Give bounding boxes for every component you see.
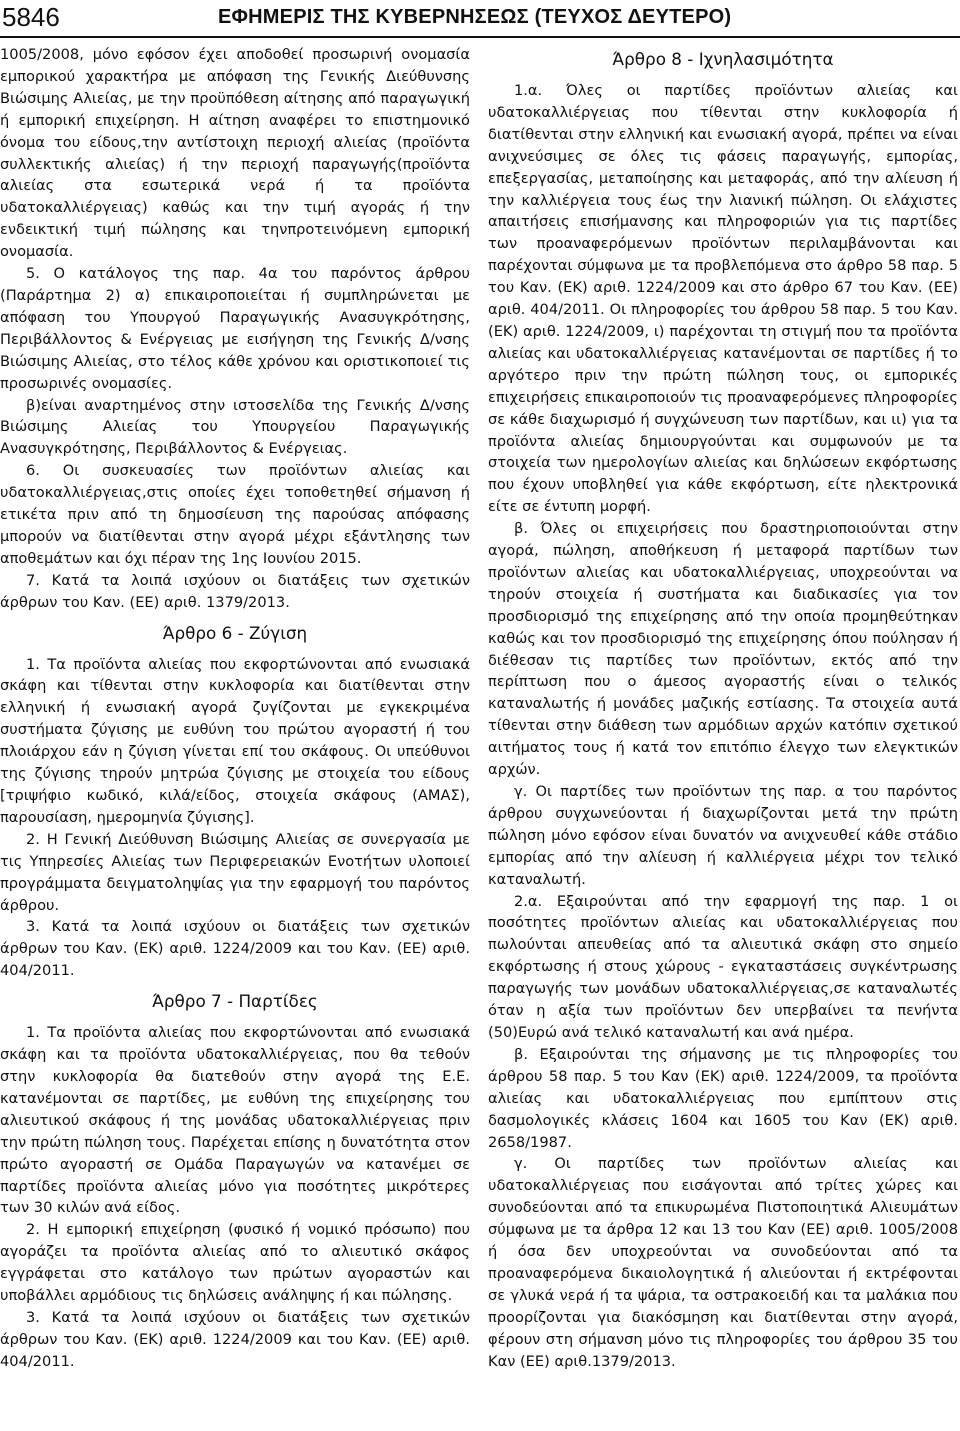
paragraph: 1. Τα προϊόντα αλιείας που εκφορτώνονται από ενωσιακά σκάφη και τα προϊόντα υδατοκαλλιέργειας, που θα τεθούν στην κυκλοφορία θα διατεθούν στην αγορά της Ε.Ε. κατανέμονται σε παρτίδες, με ευθύνη της επιχείρησης του αλιευτικού σκάφους ή της μονάδας υδατοκαλλιέργειας πριν την πρώτη πώληση τους. Παρέχεται επίσης η δυνατότητα στον πρώτο αγοραστή σε Ομάδα Παραγωγών να κατανέμει σε παρτίδες προϊόντα αλιείας μόνο για ποσότητες μικρότερες των 30 κιλών ανά είδος. <box>0 1024 470 1217</box>
paragraph: β)είναι αναρτημένος στην ιστοσελίδα της Γενικής Δ/νσης Βιώσιμης Αλιείας του Υπουργείου Παραγωγικής Ανασυγκρότησης, Περιβάλλοντος & Ενέργειας. <box>0 396 470 458</box>
paragraph: β. Εξαιρούνται της σήμανσης με τις πληροφορίες του άρθρου 58 παρ. 5 του Καν (ΕΚ) αριθ. 1224/2009, τα προϊόντα αλιείας και υδατοκαλλιέργειας που εμπίπτουν στις δασμολογικές κλάσεις 1604 και 1605 του Καν (ΕΚ) αριθ. 2658/1987. <box>488 1045 958 1151</box>
right-column <box>488 44 958 1429</box>
paragraph: 3. Κατά τα λοιπά ισχύουν οι διατάξεις των σχετικών άρθρων του Καν. (ΕΚ) αριθ. 1224/2009 και του Καν. (ΕΕ) αριθ. 404/2011. <box>0 1308 470 1370</box>
paragraph: 7. Κατά τα λοιπά ισχύουν οι διατάξεις των σχετικών άρθρων του Καν. (ΕΕ) αριθ. 1379/2013. <box>0 571 470 611</box>
left-column <box>0 44 470 1429</box>
paragraph: 2.α. Εξαιρούνται από την εφαρμογή της παρ. 1 οι ποσότητες προϊόντων αλιείας και υδατοκαλλιέργειας που πωλούνται απευθείας από τα αλιευτικά σκάφη στο σημείο εκφόρτωσης ή στους χώρους - εγκαταστάσεις συγκέντρωσης παραγωγής των μονάδων υδατοκαλλιέργειας,σε καταναλωτές όταν η αξία των προϊόντων δεν υπερβαίνει τα πενήντα (50)Ευρώ ανά τελικό καταναλωτή και ανά ημέρα. <box>488 892 958 1041</box>
paragraph: 1. Τα προϊόντα αλιείας που εκφορτώνονται από ενωσιακά σκάφη και τίθενται στην κυκλοφορία και διατίθενται στην ελληνική ή ενωσιακή αγορά ζυγίζονται με εγκεκριμένα συστήματα ζύγισης με ευθύνη του πρώτου αγοραστή ή του πλοιάρχου εάν η ζύγιση γίνεται επί του σκάφους. Οι υπεύθυνοι της ζύγισης τηρούν μητρώα ζύγισης με στοιχεία του είδους [τριψήφιο κωδικό, κιλά/είδος, στοιχεία σκάφους (ΑΜΑΣ), παρουσίαση, ημερομηνία ζύγισης]. <box>0 655 470 826</box>
paragraph: 3. Κατά τα λοιπά ισχύουν οι διατάξεις των σχετικών άρθρων του Καν. (ΕΚ) αριθ. 1224/2009 και του Καν. (ΕΕ) αριθ. 404/2011. <box>0 918 470 980</box>
paragraph: γ. Οι παρτίδες των προϊόντων αλιείας και υδατοκαλλιέργειας που εισάγονται από τρίτες χώρες και συνοδεύονται από τα επικυρωμένα Πιστοποιητικά Αλιευμάτων σύμφωνα με τα άρθρα 12 και 13 του Καν (ΕΕ) αριθ. 1005/2008 ή όσα δεν υποχρεούνται να συνοδεύονται από τα προαναφερόμενα δικαιολογητικά ή αλιεύονται ή εκτρέφονται σε γλυκά νερά ή τα ψάρια, τα οστρακοειδή και τα μαλάκια που προορίζονται για διακόσμηση και διατίθενται στην αγορά, φέρουν στη σήμανση μόνο τις πληροφορίες του άρθρου 35 του Καν (ΕΕ) αριθ.1379/2013. <box>488 1155 958 1370</box>
paragraph: 1005/2008, μόνο εφόσον έχει αποδοθεί προσωρινή ονομασία εμπορικού χαρακτήρα με απόφαση της Γενικής Διεύθυνσης Βιώσιμης Αλιείας, με την προϋπόθεση αίτησης από παραγωγική ή εμπορική επιχείρηση. Η αίτηση αναφέρει το επιστημονικό όνομα του είδους,την αντίστοιχη περιοχή αλιείας (προϊόντα συλλεκτικής αλιείας) ή την περιοχή παραγωγής(προϊόντα αλιείας στα εσωτερικά νερά ή τα προϊόντα υδατοκαλλιέργειας) καθώς και την τιμή αγοράς ή την ενδεικτική τιμή πώλησης και τηνπροτεινόμενη εμπορική ονομασία. <box>0 46 470 261</box>
article-heading: Άρθρο 8 - Ιχνηλασιμότητα <box>612 49 834 69</box>
page-header <box>0 0 960 38</box>
gazette-title: ΕΦΗΜΕΡΙΣ ΤΗΣ ΚΥΒΕΡΝΗΣΕΩΣ (ΤΕΥΧΟΣ ΔΕΥΤΕΡΟ) <box>218 6 732 28</box>
paragraph: 2. Η Γενική Διεύθυνση Βιώσιμης Αλιείας σε συνεργασία με τις Υπηρεσίες Αλιείας των Περιφερειακών Ενοτήτων υλοποιεί προγράμματα δειγματοληψίας για την εφαρμογή του παρόντος άρθρου. <box>0 830 470 914</box>
paragraph: 2. Η εμπορική επιχείρηση (φυσικό ή νομικό πρόσωπο) που αγοράζει τα προϊόντα αλιείας από το αλιευτικό σκάφος εγγράφεται στο κατάλογο των πρώτων αγοραστών και υποβάλλει αρμόδιους τις δηλώσεις ανάληψης ή και πώλησης. <box>0 1221 470 1305</box>
paragraph: β. Όλες οι επιχειρήσεις που δραστηριοποιούνται στην αγορά, πώληση, αποθήκευση ή μεταφορά παρτίδων των προϊόντων αλιείας και υδατοκαλλιέργειας, υποχρεούνται να τηρούν στοιχεία ή συστήματα και διαδικασίες για τον προσδιορισμό της επιχείρησης από την οποία προμηθεύτηκαν καθώς και τον προσδιορισμό της επιχείρησης όπου πούλησαν ή διέθεσαν τις παρτίδες των προϊόντων, εκτός από την περίπτωση που ο άμεσος αγοραστής είναι ο τελικός καταναλωτής ή μονάδες μαζικής εστίασης. Τα στοιχεία αυτά τίθενται στην διάθεση των αρμόδιων αρχών κατόπιν σχετικού αιτήματος τους ή κατά τον επιτόπιο έλεγχο των ελεγκτικών αρχών. <box>488 520 958 779</box>
article-heading: Άρθρο 7 - Παρτίδες <box>152 991 318 1012</box>
page-number: 5846 <box>2 2 60 32</box>
paragraph: γ. Οι παρτίδες των προϊόντων της παρ. α του παρόντος άρθρου συγχωνεύονται ή διαχωρίζονται μετά την πρώτη πώληση μόνο εφόσον είναι δυνατόν να ανιχνευθεί κάθε στάδιο εμπορίας από την αλίευση ή καλλιέργεια μέχρι τον τελικό καταναλωτή. <box>488 783 958 888</box>
article-heading: Άρθρο 6 - Ζύγιση <box>162 622 308 643</box>
header-rule <box>0 36 960 38</box>
paragraph: 6. Οι συσκευασίες των προϊόντων αλιείας και υδατοκαλλιέργειας,στις οποίες έχει τοποθετηθεί σήμανση ή ετικέτα πριν από τη δημοσίευση της παρούσας απόφασης μπορούν να διατίθενται στην αγορά μέχρι εξάντλησης των αποθεμάτων και όχι πέραν της 1ης Ιουνίου 2015. <box>0 462 470 567</box>
paragraph: 5. Ο κατάλογος της παρ. 4α του παρόντος άρθρου (Παράρτημα 2) α) επικαιροποιείται ή συμπληρώνεται με απόφαση του Υπουργού Παραγωγικής Ανασυγκρότησης, Περιβάλλοντος & Ενέργειας με εισήγηση της Γενικής Δ/νσης Βιώσιμης Αλιείας, στο τέλος κάθε χρόνου και οριστικοποιεί τις προσωρινές ονομασίες. <box>0 265 470 392</box>
paragraph: 1.α. Όλες οι παρτίδες προϊόντων αλιείας και υδατοκαλλιέργειας που τίθενται στην κυκλοφορία ή διατίθενται στην ελληνική και ενωσιακή αγορά, πρέπει να είναι ανιχνεύσιμες σε όλες τις φάσεις παραγωγής, εμπορίας, επεξεργασίας, μεταποίησης και μεταφοράς, από την αλίευση ή την καλλιέργεια τους έως την λιανική πώληση. Οι ελάχιστες απαιτήσεις επισήμανσης και πληροφοριών για τις παρτίδες των προαναφερόμενων προϊόντων περιλαμβάνονται και παρέχονται σύμφωνα με τα προβλεπόμενα στο άρθρο 58 παρ. 5 του Καν. (ΕΚ) αριθ. 1224/2009 και στο άρθρο 67 του Καν. (ΕΕ) αριθ. 404/2011. Οι πληροφορίες του άρθρου 58 παρ. 5 του Καν. (ΕΚ) αριθ. 1224/2009, ι) παρέχονται τη στιγμή που τα προϊόντα αλιείας και υδατοκαλλιέργειας κατανέμονται σε παρτίδες ή το αργότερο πριν την πρώτη πώληση τους, οι εμπορικές επιχειρήσεις επικαιροποιούν τις προαναφερόμενες πληροφορίες σε κάθε διαχωρισμό ή συγχώνευση των παρτίδων, και ιι) για τα προϊόντα αλιείας δημιουργούνται και συμφωνούν με τα στοιχεία των ημερολογίων αλιείας και δηλώσεων εκφόρτωσης που έχουν υποβληθεί για κάθε εκφόρτωση, είτε ηλεκτρονικά είτε σε έντυπη μορφή. <box>488 82 958 516</box>
